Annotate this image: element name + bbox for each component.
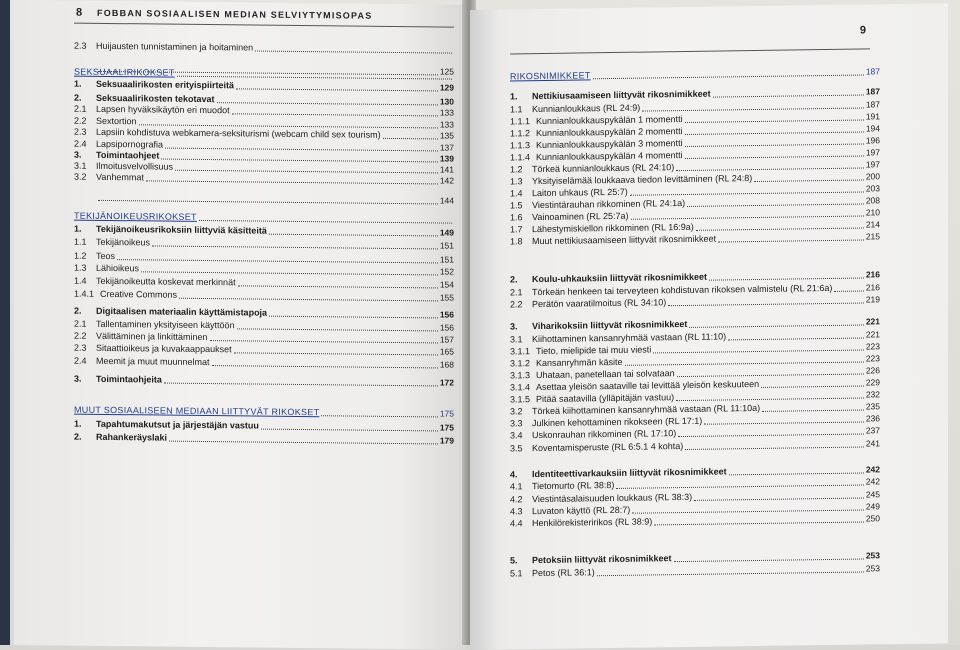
toc-entry-number: 1.1.2 <box>510 128 536 139</box>
toc-entry-page: 155 <box>440 292 454 303</box>
toc-entry-title: Tieto, mielipide tai muu viesti <box>536 344 651 357</box>
toc-entry <box>74 405 454 420</box>
toc-entry-number: 1.4.1 <box>74 289 100 300</box>
toc-entry-number: 1.8 <box>510 236 532 247</box>
left-page <box>14 0 466 650</box>
toc-entry-title: Perätön vaaratilmoitus (RL 34:10) <box>532 297 666 310</box>
toc-entry-page: 253 <box>866 563 880 574</box>
toc-entry-title: Huijausten tunnistaminen ja hoitaminen <box>96 41 253 54</box>
toc-entry-page: 142 <box>440 175 454 186</box>
toc-entry-title: Tapahtumakutsut ja järjestäjän vastuu <box>96 419 259 432</box>
toc-entry-number: 3. <box>510 321 532 332</box>
toc-leader-dots <box>834 290 863 292</box>
toc-entry-title: RIKOSNIMIKKEET <box>510 70 591 82</box>
toc-entry-title: Digitaalisen materiaalin käyttämistapoja <box>96 306 267 319</box>
toc-entry-number: 3.1.2 <box>510 358 536 369</box>
toc-entry-page: 141 <box>440 164 454 175</box>
toc-entry-number: 1.6 <box>510 212 532 223</box>
toc-entry-title: Kunnianloukkauspykälän 1 momentti <box>536 114 683 127</box>
toc-entry-number: 2.4 <box>74 139 96 150</box>
toc-entry-page: 249 <box>866 501 880 512</box>
toc-leader-dots <box>255 50 452 54</box>
toc-leader-dots <box>237 327 438 331</box>
toc-entry-number: 3.1 <box>74 161 96 172</box>
toc-entry-title: Creative Commons <box>100 289 177 301</box>
toc-entry-page: 156 <box>440 322 454 333</box>
right-page-number: 9 <box>860 24 866 36</box>
toc-leader-dots <box>597 571 864 577</box>
toc-leader-dots <box>616 484 863 489</box>
toc-entry-number: 3.3 <box>510 418 532 429</box>
toc-entry-title: Asettaa yleisön saataville tai levittää yleisön keskuuteen <box>536 379 759 393</box>
toc-entry-number: 2. <box>74 306 96 317</box>
toc-leader-dots <box>696 227 864 231</box>
toc-entry-number: 4.3 <box>510 506 532 517</box>
toc-leader-dots <box>685 446 864 450</box>
toc-entry-title: Toimintaohjeita <box>96 374 162 386</box>
toc-entry-title: Viharikoksiin liittyvät rikosnimikkeet <box>532 319 687 332</box>
toc-leader-dots <box>210 339 438 343</box>
toc-leader-dots <box>177 75 452 80</box>
toc-entry-title: Törkeä kiihottaminen kansanryhmää vastaan (RL 11:10a) <box>532 403 760 417</box>
toc-entry-page: 175 <box>440 422 454 433</box>
toc-leader-dots <box>713 94 864 98</box>
toc-entry-title: Toimintaohjeet <box>96 150 159 162</box>
toc-entry-page: 133 <box>440 107 454 118</box>
toc-entry-title: Kunnianloukkauspykälän 2 momentti <box>536 126 683 139</box>
toc-entry-page: 216 <box>866 282 880 293</box>
toc-entry-title: Tallentaminen yksityiseen käyttöön <box>96 319 235 331</box>
toc-entry-page: 215 <box>866 231 880 242</box>
toc-entry-title: Meemit ja muut muunnelmat <box>96 356 210 368</box>
toc-leader-dots <box>674 558 864 563</box>
toc-entry-page: 149 <box>440 227 454 238</box>
header-rule <box>74 23 454 28</box>
toc-entry-title: Petoksiin liittyvät rikosnimikkeet <box>532 553 672 566</box>
toc-entry-page: 197 <box>866 159 880 170</box>
toc-entry-page: 175 <box>440 408 454 419</box>
toc-entry-page: 223 <box>866 341 880 352</box>
toc-leader-dots <box>164 382 438 387</box>
toc-entry-number: 5. <box>510 555 532 566</box>
toc-entry-page: 232 <box>866 389 880 400</box>
toc-entry-number: 3.1.5 <box>510 394 536 405</box>
toc-entry <box>510 66 880 82</box>
toc-leader-dots <box>630 191 864 196</box>
toc-entry-page: 129 <box>440 82 454 93</box>
toc-entry-page: 151 <box>440 254 454 265</box>
toc-entry-title: Sitaattioikeus ja kuvakaappaukset <box>96 343 232 355</box>
toc-entry <box>74 356 454 371</box>
toc-entry-page: 250 <box>866 513 880 524</box>
toc-entry-title: Tekijänoikeusrikoksiin liittyviä käsitteitä <box>96 224 267 237</box>
toc-entry-number: 3.1 <box>510 334 532 345</box>
toc-entry-number: 1. <box>510 91 532 102</box>
toc-entry-page: 200 <box>866 171 880 182</box>
toc-entry-page: 236 <box>866 413 880 424</box>
toc-entry-number: 2.4 <box>74 356 96 367</box>
toc-entry-title: Ilmoitusvelvollisuus <box>96 161 173 173</box>
toc-entry-title: Tekijänoikeus <box>96 237 150 249</box>
toc-entry-number: 3. <box>74 150 96 161</box>
toc-entry-page: 242 <box>866 476 880 487</box>
toc-leader-dots <box>169 440 438 445</box>
toc-entry-number: 1.1 <box>510 104 532 115</box>
toc-entry-number: 1. <box>74 79 96 90</box>
toc-entry-number: 1.7 <box>510 224 532 235</box>
toc-entry-title: Kunnianloukkauspykälän 4 momentti <box>536 150 683 163</box>
toc-entry-title: SEKSUAALIRIKOKSET <box>74 67 175 79</box>
toc-entry-title: Uhataan, panetellaan tai solvataan <box>536 368 675 381</box>
toc-entry <box>74 41 454 56</box>
toc-entry-number: 3. <box>74 374 96 385</box>
toc-entry-number: 1.3 <box>74 263 96 274</box>
toc-leader-dots <box>593 74 864 80</box>
toc-entry-number: 3.1.3 <box>510 370 536 381</box>
toc-entry-page: 219 <box>866 294 880 305</box>
toc-entry-page: 157 <box>440 334 454 345</box>
toc-entry <box>74 192 454 207</box>
toc-entry-number: 1. <box>74 419 96 430</box>
toc-entry-number: 1.3 <box>510 176 532 187</box>
toc-entry-number: 2.2 <box>74 116 96 127</box>
right-page <box>470 3 948 650</box>
toc-entry-number: 2. <box>510 274 532 285</box>
toc-entry-page: 210 <box>866 207 880 218</box>
toc-entry-page: 139 <box>440 153 454 164</box>
toc-entry-number: 2.3 <box>74 343 96 354</box>
toc-leader-dots <box>321 414 437 417</box>
toc-entry-title: Seksuaalirikosten tekotavat <box>96 93 215 105</box>
toc-entry-number: 1.1.3 <box>510 140 536 151</box>
toc-entry-number: 1.1.1 <box>510 116 536 127</box>
toc-leader-dots <box>685 119 864 124</box>
toc-leader-dots <box>632 509 864 514</box>
toc-entry-number: 5.1 <box>510 568 532 579</box>
toc-entry-number: 3.4 <box>510 430 532 441</box>
toc-entry-title: Identiteettivarkauksiin liittyvät rikosnimikkeet <box>532 466 727 480</box>
toc-entry-number: 4.4 <box>510 518 532 529</box>
toc-leader-dots <box>677 373 864 378</box>
toc-entry-page: 137 <box>440 142 454 153</box>
book-cover-edge <box>0 0 10 645</box>
toc-entry-number: 4.1 <box>510 481 532 492</box>
toc-entry-title: Luvaton käyttö (RL 28:7) <box>532 505 630 517</box>
toc-entry-title: Rahankeräyslaki <box>96 432 167 444</box>
toc-leader-dots <box>687 203 864 207</box>
toc-leader-dots <box>631 215 864 220</box>
toc-leader-dots <box>685 155 864 160</box>
toc-entry-page: 229 <box>866 377 880 388</box>
toc-entry-page: 237 <box>866 425 880 436</box>
toc-entry-title: Koventamisperuste (RL 6:5.1 4 kohta) <box>532 441 683 454</box>
toc-entry-title: MUUT SOSIAALISEEN MEDIAAN LIITTYVÄT RIKOKSET <box>74 405 319 419</box>
toc-entry-title: TEKIJÄNOIKEUSRIKOKSET <box>74 211 197 223</box>
toc-entry <box>74 289 454 304</box>
toc-entry-page: 235 <box>866 401 880 412</box>
toc-leader-dots <box>212 364 438 368</box>
toc-leader-dots <box>762 409 864 412</box>
toc-leader-dots <box>761 385 864 388</box>
toc-entry-page: 187 <box>866 99 880 110</box>
toc-entry-page: 154 <box>440 279 454 290</box>
toc-entry-page: 168 <box>440 359 454 370</box>
toc-entry <box>74 237 454 252</box>
toc-leader-dots <box>729 472 864 476</box>
toc-leader-dots <box>642 107 864 112</box>
toc-entry-page: 242 <box>866 464 880 475</box>
toc-leader-dots <box>146 179 438 184</box>
toc-leader-dots <box>98 199 438 205</box>
toc-entry-number: 1. <box>74 224 96 235</box>
toc-leader-dots <box>269 315 438 319</box>
toc-entry <box>74 374 454 389</box>
toc-entry-title: Viestintärauhan rikkominen (RL 24:1a) <box>532 198 685 211</box>
toc-entry-page: 133 <box>440 119 454 130</box>
toc-entry-number: 2. <box>74 432 96 443</box>
toc-entry-page: 194 <box>866 123 880 134</box>
toc-entry-number: 2.3 <box>74 41 96 52</box>
toc-leader-dots <box>653 349 864 354</box>
toc-entry-title: Henkilörekisteririkos (RL 38:9) <box>532 516 652 529</box>
toc-leader-dots <box>238 284 438 288</box>
toc-entry-number: 3.1.4 <box>510 382 536 393</box>
toc-entry <box>510 438 880 454</box>
toc-entry-title: Kunnianloukkauspykälän 3 momentti <box>536 138 683 151</box>
toc-leader-dots <box>718 239 864 243</box>
toc-leader-dots <box>234 351 438 355</box>
toc-entry-title: Lapsipornografia <box>96 139 163 151</box>
toc-leader-dots <box>709 277 864 281</box>
toc-entry-number: 3.2 <box>510 406 532 417</box>
toc-entry-title: Lähioikeus <box>96 263 139 274</box>
toc-entry-page: 253 <box>866 550 880 561</box>
toc-entry-page: 191 <box>866 111 880 122</box>
toc-entry-page: 203 <box>866 183 880 194</box>
toc-entry-number: 1.5 <box>510 200 532 211</box>
toc-entry-title: Tekijänoikeutta koskevat merkinnät <box>96 276 236 288</box>
toc-entry-title: Törkeän henkeen tai terveyteen kohdistuvan rikoksen valmistelu (RL 21:6a) <box>532 283 832 298</box>
toc-entry-page: 245 <box>866 489 880 500</box>
toc-entry-number: 2. <box>74 93 96 104</box>
toc-entry-title: Seksuaalirikosten erityispiirteitä <box>96 79 234 91</box>
toc-entry-page: 196 <box>866 135 880 146</box>
toc-entry-title: Nettikiusaamiseen liittyvät rikosnimikkeet <box>532 89 711 102</box>
toc-leader-dots <box>704 421 864 425</box>
toc-entry-title: Uskonrauhan rikkominen (RL 17:10) <box>532 428 676 441</box>
toc-entry-number: 2.1 <box>74 319 96 330</box>
toc-entry-page: 223 <box>866 353 880 364</box>
toc-entry-page: 172 <box>440 377 454 388</box>
toc-entry-page: 187 <box>866 66 880 77</box>
toc-entry-number: 3.2 <box>74 172 96 183</box>
toc-entry-number: 1.2 <box>510 164 532 175</box>
toc-entry-page: 125 <box>440 66 454 77</box>
toc-entry-page: 214 <box>866 219 880 230</box>
toc-entry-number: 3.5 <box>510 443 532 454</box>
toc-leader-dots <box>676 167 864 172</box>
left-page-number: 8 <box>76 7 83 19</box>
toc-entry-title: Laiton uhkaus (RL 25:7) <box>532 187 628 199</box>
toc-entry-page: 130 <box>440 96 454 107</box>
toc-entry-page: 156 <box>440 309 454 320</box>
toc-entry-page: 216 <box>866 269 880 280</box>
toc-entry-title: Muut nettikiusaamiseen liittyvät rikosnimikkeet <box>532 234 716 248</box>
toc-entry-title: Lähestymiskiellon rikkominen (RL 16:9a) <box>532 222 694 235</box>
toc-leader-dots <box>685 143 864 148</box>
toc-leader-dots <box>232 112 438 116</box>
toc-entry-number: 1.4 <box>74 276 96 287</box>
running-header-title: FOBBAN SOSIAALISEN MEDIAN SELVIYTYMISOPAS <box>97 8 372 21</box>
toc-entry-page: 152 <box>440 266 454 277</box>
toc-leader-dots <box>199 219 452 224</box>
toc-entry-page: 208 <box>866 195 880 206</box>
toc-entry-number: 2.1 <box>510 287 532 298</box>
toc-entry-page: 151 <box>440 240 454 251</box>
toc-entry-page: 165 <box>440 346 454 357</box>
toc-entry-page: 197 <box>866 147 880 158</box>
toc-entry-page: 144 <box>440 195 454 206</box>
toc-entry-title: Välittäminen ja linkittäminen <box>96 331 208 343</box>
toc-leader-dots <box>236 87 438 91</box>
toc-entry-title: Teos <box>96 251 115 262</box>
toc-entry-number: 1.4 <box>510 188 532 199</box>
toc-leader-dots <box>676 397 864 402</box>
toc-entry-title: Vanhemmat <box>96 172 144 184</box>
toc-entry-number: 1.2 <box>74 251 96 262</box>
right-header-rule <box>510 48 870 54</box>
toc-leader-dots <box>685 131 864 136</box>
toc-entry-page: 187 <box>866 86 880 97</box>
toc-entry <box>510 563 880 579</box>
toc-leader-dots <box>754 179 864 183</box>
toc-entry-number: 1.1 <box>74 237 96 248</box>
toc-leader-dots <box>728 337 864 341</box>
toc-entry-page: 135 <box>440 130 454 141</box>
toc-entry-title: Kiihottaminen kansanryhmää vastaan (RL 11:10) <box>532 331 726 345</box>
toc-entry-title: Sextortion <box>96 116 137 127</box>
toc-entry-title: Vainoaminen (RL 25:7a) <box>532 211 629 223</box>
toc-entry-number: 4.2 <box>510 494 532 505</box>
toc-entry-number: 2.2 <box>510 299 532 310</box>
toc-entry-page: 179 <box>440 435 454 446</box>
toc-entry-page: 226 <box>866 365 880 376</box>
toc-leader-dots <box>179 297 438 302</box>
toc-leader-dots <box>678 433 864 438</box>
toc-entry-number: 4. <box>510 469 532 480</box>
toc-leader-dots <box>269 233 438 237</box>
toc-entry-title: Lapsiin kohdistuva webkamera-seksiturismi (webcam child sex tourism) <box>96 127 381 141</box>
toc-leader-dots <box>689 324 863 328</box>
toc-entry-page: 221 <box>866 329 880 340</box>
toc-leader-dots <box>694 497 864 501</box>
toc-entry-title: Lapsen hyväksikäytön eri muodot <box>96 104 230 116</box>
toc-entry-title: Pitää saatavilla (ylläpitäjän vastuu) <box>536 392 674 405</box>
toc-entry-title: Tietomurto (RL 38:8) <box>532 480 614 492</box>
toc-entry-title: Petos (RL 36:1) <box>532 567 595 579</box>
toc-leader-dots <box>654 521 864 526</box>
toc-leader-dots <box>141 270 438 275</box>
toc-entry-title: Törkeä kunnianloukkaus (RL 24:10) <box>532 162 674 175</box>
toc-entry-title: Kunnianloukkaus (RL 24:9) <box>532 103 640 116</box>
toc-entry-page: 221 <box>866 316 880 327</box>
toc-entry-title: Koulu-uhkauksiin liittyvät rikosnimikkeet <box>532 272 707 285</box>
toc-entry-title: Viestintäsalaisuuden loukkaus (RL 38:3) <box>532 492 692 505</box>
toc-entry-title: Yksityiselämää loukkaava tiedon levittäminen (RL 24:8) <box>532 173 752 187</box>
toc-entry-number: 2.1 <box>74 104 96 115</box>
toc-leader-dots <box>261 428 438 432</box>
toc-entry <box>74 432 454 447</box>
toc-entry-number: 2.2 <box>74 331 96 342</box>
toc-entry-number: 3.1.1 <box>510 346 536 357</box>
toc-entry-number: 1.1.4 <box>510 152 536 163</box>
running-header <box>76 7 456 23</box>
toc-entry-title: Julkinen kehottaminen rikokseen (RL 17:1) <box>532 416 702 429</box>
toc-leader-dots <box>668 302 864 307</box>
toc-entry-page: 241 <box>866 438 880 449</box>
toc-entry-title: Kansanryhmän käsite <box>536 357 623 369</box>
toc-leader-dots <box>383 137 438 140</box>
toc-leader-dots <box>152 244 438 249</box>
toc-entry-number: 2.3 <box>74 127 96 138</box>
